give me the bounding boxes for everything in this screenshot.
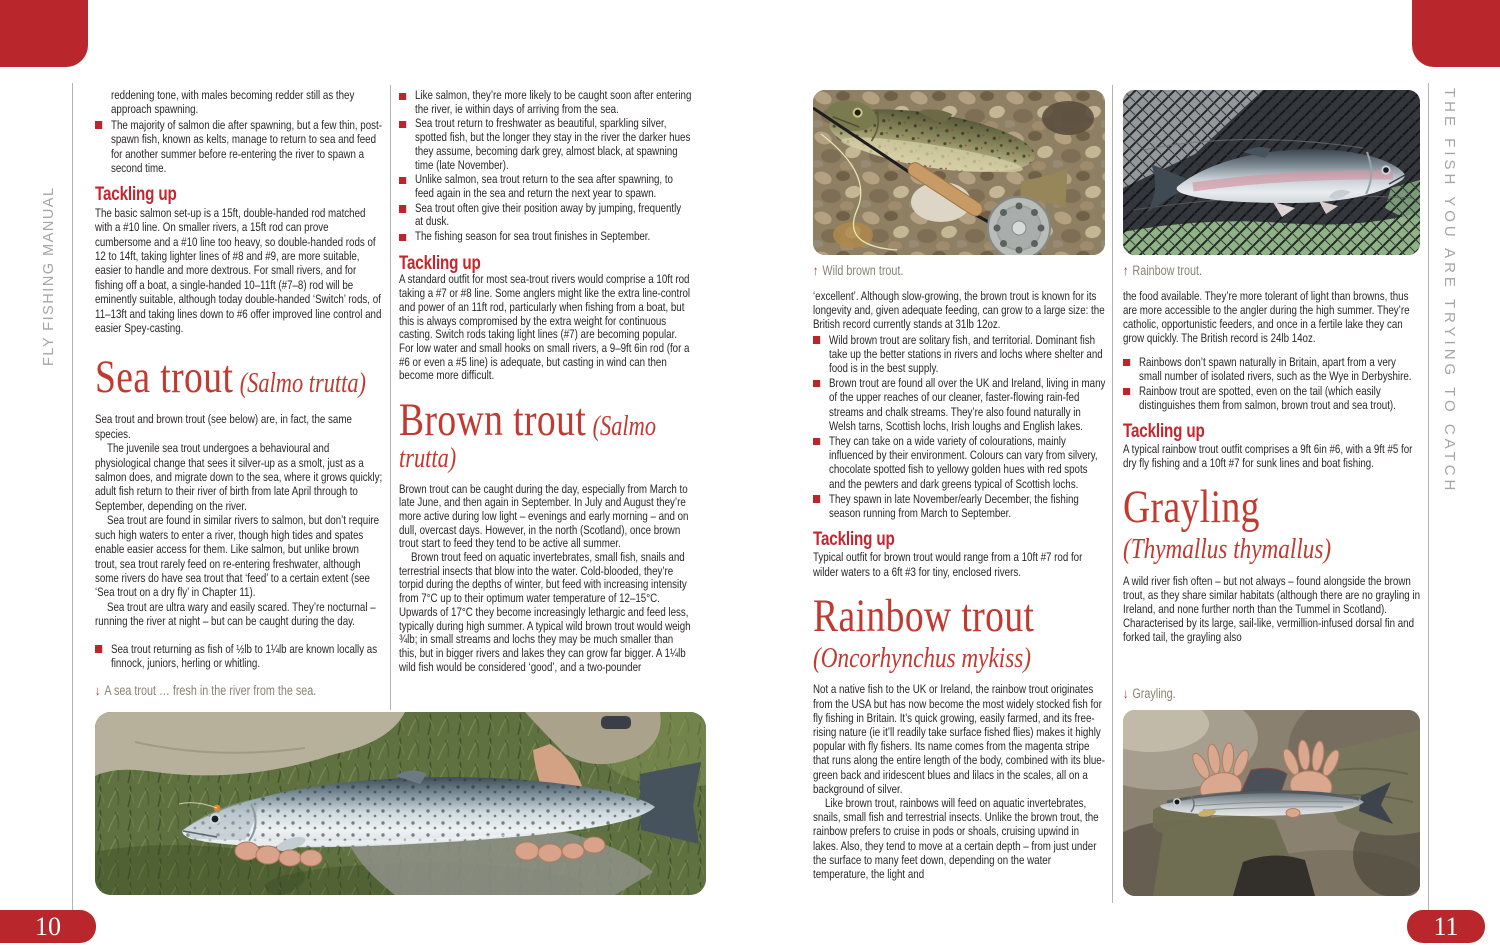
bullet-item: Like salmon, they’re more likely to be caught soon after entering the river, ie within days of arriving from the sea.: [399, 89, 692, 116]
bullet-item: They spawn in late November/early December, the fishing season running from March to September.: [813, 492, 1106, 520]
bullet-square-icon: [95, 121, 102, 129]
body-paragraph: The basic salmon set-up is a 15ft, double-handed rod matched with a #10 line. On smaller rivers, a 15ft rod can prove cumbersome and a #10 line too heavy, so double-handed rods of 12 to 14ft, taking lighter lines of #8 and #9, are more suitable, easier to handle and more dextrous. For small rivers, and for fishing off a boat, a single-handed 10–11ft (#7–8) rod will be eminently suitable, although today double-handed ‘Switch’ rods, of 11–13ft and taking lines down to #6 offer improved line control and easier Spey-casting.: [95, 205, 382, 336]
tackling-up-heading: Tackling up: [95, 184, 177, 206]
brown-trout-photo-caption: ↑ Wild brown trout.: [813, 263, 904, 278]
right-margin-rule: [1428, 83, 1429, 928]
bullet-square-icon: [399, 93, 406, 101]
bullet-square-icon: [399, 234, 406, 242]
column-1: [95, 88, 383, 670]
bullet-square-icon: [1123, 388, 1130, 396]
body-paragraph: ‘excellent’. Although slow-growing, the brown trout is known for its longevity and, given adequate feeding, can grow to a large size: the British record currently stands at 31lb 12oz.: [813, 289, 1105, 332]
tackling-up-heading: Tackling up: [1123, 421, 1205, 442]
bullet-square-icon: [813, 336, 820, 344]
red-corner-tab-left: [0, 0, 88, 67]
rainbow-trout-photo-caption: ↑ Rainbow trout.: [1123, 263, 1203, 278]
wrist-watch: [601, 716, 631, 729]
bullet-square-icon: [399, 121, 406, 129]
page-number-left: 10: [0, 910, 96, 943]
bullet-item: The fishing season for sea trout finishes in September.: [399, 230, 692, 244]
bullet-square-icon: [813, 495, 820, 503]
left-margin-rule: [72, 83, 73, 928]
species-heading-brown-trout: Brown trout (Salmo trutta): [399, 394, 657, 474]
rainbow-trout-photo: [1123, 90, 1420, 255]
body-paragraph: Brown trout feed on aquatic invertebrates, small fish, snails and terrestrial insects that blow into the water. Cold-blooded, they’re torpid during the depths of winter, but feed with increasing intensity from 7°C up to their optimum water temperature of 12–15°C. Upwards of 17°C they become increasingly lethargic and feed less, typically during high summer. A typical wild brown trout would weigh ¾lb; in small streams and lochs they may be much smaller than this, but in bigger rivers and lakes they can grow far bigger. A 1¼lb wild fish would be considered ‘good’, and a two-pounder: [399, 550, 691, 674]
bullet-square-icon: [399, 205, 406, 213]
boot: [1233, 855, 1315, 896]
bullet-item: They can take on a wide variety of colourations, mainly influenced by their environment. Colours can vary from silvery, chocolate spotted fish to yellowy golden hues with red spots and the pewters and dark greens typical of Scottish lochs.: [813, 434, 1106, 491]
tackling-up-heading: Tackling up: [399, 252, 481, 274]
body-paragraph: Not a native fish to the UK or Ireland, the rainbow trout originates from the USA but has now become the most widely stocked fish for fly fishing in Britain. It’s quick growing, easily farmed, and its free-rising nature (ie it’ll readily take surface fished flies) makes it highly popular with fly fishers. Its name comes from the magenta stripe that runs along the entire length of the body, combined with its blue-green back and iridescent blues and lilacs in the scales, all on a background of silver.: [813, 682, 1105, 796]
body-paragraph: A typical rainbow trout outfit comprises a 9ft 6in #6, with a 9ft #5 for dry fly fishing and a 10ft #7 for sunk lines and boat fishing.: [1123, 442, 1413, 470]
bullet-item: The majority of salmon die after spawning, but a few thin, post-spawn fish, known as kelts, manage to return to sea and feed for another summer before re-entering the river to spawn a second time.: [95, 118, 383, 176]
species-heading-sea-trout: Sea trout (Salmo trutta): [95, 350, 367, 403]
left-page-column-divider: [390, 85, 391, 710]
body-paragraph: Like brown trout, rainbows will feed on aquatic invertebrates, snails, small fish and terrestrial insects. Unlike the brown trout, the rainbow prefers to cruise in pods or shoals, cruising upwind in lakes. Also, they tend to move at a certain depth – from just under the surface to many feet down, depending on the water temperature, the light and: [813, 796, 1099, 882]
body-paragraph: The juvenile sea trout undergoes a behavioural and physiological change that sees it silver-up as a smolt, just as a salmon does, and migrate down to the sea, where it grows quickly; adult fish return to their river of birth from late April through to September, depending on the river.: [95, 441, 383, 513]
grayling-photo: [1123, 710, 1420, 896]
up-arrow-icon: ↑: [1123, 263, 1129, 278]
bullet-item: Sea trout return to freshwater as beautiful, sparkling silver, spotted fish, but the longer they stay in the river the darker hues they assume, becoming dark grey, almost black, at spawning time (late November).: [399, 117, 692, 172]
bullet-square-icon: [813, 380, 820, 388]
down-arrow-icon: ↓: [95, 683, 101, 698]
up-arrow-icon: ↑: [813, 263, 819, 278]
column-4: [1123, 289, 1421, 644]
bullet-item: Brown trout are found all over the UK and Ireland, living in many of the upper reaches of our cleaner, faster-flowing rain-fed streams and chalk streams. They’re also found naturally in Welsh tarns, Scottish lochs, Irish loughs and English lakes.: [813, 376, 1106, 433]
species-heading-rainbow-trout: Rainbow trout (Oncorhynchus mykiss): [813, 593, 1106, 674]
body-paragraph: A standard outfit for most sea-trout rivers would comprise a 10ft rod taking a #7 or #8 line. Some anglers might like the extra line-control and power of an 11ft rod, particularly when fishing from a boat, but this is always compromised by the extra weight for continuous casting. Switch rods taking light lines (#7) are becoming popular. For low water and small hooks on small rivers, a 9–9ft 6in rod (for a #6 or even a #5 line) is adequate, but casting in wind can then become more difficult.: [399, 272, 691, 383]
right-page-column-divider: [1112, 85, 1113, 903]
bullet-item: Sea trout returning as fish of ½lb to 1¼lb are known locally as finnock, juniors, herling or whitling.: [95, 642, 383, 671]
latin-name: (Salmo trutta): [239, 367, 367, 399]
latin-name: (Salmo trutta): [399, 411, 657, 474]
red-corner-tab-right: [1412, 0, 1500, 67]
sea-trout-photo: [95, 712, 706, 895]
bullet-square-icon: [1123, 359, 1130, 367]
book-title-side-label: FLY FISHING MANUAL: [41, 186, 57, 366]
sea-trout-illustration: [95, 712, 706, 895]
column-3: [813, 289, 1106, 881]
tackling-up-heading: Tackling up: [813, 529, 895, 551]
bullet-item: Unlike salmon, sea trout return to the sea after spawning, to feed again in the sea and return the next year to spawn.: [399, 173, 692, 200]
bullet-square-icon: [95, 645, 102, 653]
body-paragraph: the food available. They’re more tolerant of light than browns, thus are more accessible to the angler during the high summer. They’re catholic, opportunistic feeders, and once in a fertile lake they can grow quickly. The British record is 24lb 14oz.: [1123, 289, 1410, 345]
bullet-square-icon: [399, 177, 406, 185]
bullet-item: Wild brown trout are solitary fish, and territorial. Dominant fish take up the better stations in rivers and lochs where shelter and food is in the best supply.: [813, 333, 1106, 376]
body-paragraph: A wild river fish often – but not always – found alongside the brown trout, as they share similar habitats (although there are no grayling in Ireland, and none further north than the Tummel in Scotland). Characterised by its large, sail-like, vermillion-infused dorsal fin and forked tail, the grayling also: [1123, 573, 1420, 644]
bullet-square-icon: [813, 438, 820, 446]
grayling-photo-caption: ↓ Grayling.: [1123, 686, 1176, 701]
species-heading-grayling: Grayling (Thymallus thymallus): [1123, 484, 1421, 565]
fly-reel: [988, 197, 1050, 255]
sea-trout-photo-caption: ↓ A sea trout … fresh in the river from the sea.: [95, 683, 317, 698]
down-arrow-icon: ↓: [1123, 686, 1129, 701]
bullet-item: Rainbows don’t spawn naturally in Britain, apart from a very small number of isolated rivers, such as the Wye in Derbyshire.: [1123, 355, 1421, 383]
column-2: [399, 88, 692, 674]
latin-name: (Thymallus thymallus): [1123, 532, 1332, 565]
chapter-side-label: THE FISH YOU ARE TRYING TO CATCH: [1441, 88, 1458, 495]
bullet-item: Sea trout often give their position away by jumping, frequently at dusk.: [399, 202, 692, 229]
page-number-right: 11: [1407, 910, 1485, 943]
body-paragraph: Typical outfit for brown trout would range from a 10ft #7 rod for wilder waters to a 6ft #3 for tiny, enclosed rivers.: [813, 550, 1083, 579]
brown-trout-photo: [813, 90, 1105, 255]
body-paragraph: Sea trout are found in similar rivers to salmon, but don’t require such high waters to enter a river, though high tides and spates enable easier access for them. Like salmon, but unlike brown trout, sea trout rarely feed on re-entering freshwater, although some rivers do have sea trout that ‘feed’ to a certain extent (see ‘Sea trout on a dry fly’ in Chapter 11).: [95, 513, 380, 600]
body-paragraph: Sea trout are ultra wary and easily scared. They’re nocturnal – running the river at night – but can be caught during the day.: [95, 599, 376, 629]
brown-trout-illustration: [813, 90, 1105, 255]
body-paragraph: Sea trout and brown trout (see below) are, in fact, the same species.: [95, 412, 352, 441]
body-paragraph: Brown trout can be caught during the day, especially from March to late June, and then again in September. In July and August they’re more active during low light – evenings and early morning – and on dull, overcast days. However, in the north (Scotland), once brown trout start to feed they tend to be active all summer.: [399, 481, 689, 551]
rainbow-trout-illustration: [1123, 90, 1420, 255]
continued-paragraph: reddening tone, with males becoming redder still as they approach spawning.: [111, 88, 355, 117]
bullet-item: Rainbow trout are spotted, even on the tail (which easily distinguishes them from salmon, brown trout and sea trout).: [1123, 384, 1421, 412]
latin-name: (Oncorhynchus mykiss): [813, 641, 1031, 674]
grayling-illustration: [1123, 710, 1420, 896]
